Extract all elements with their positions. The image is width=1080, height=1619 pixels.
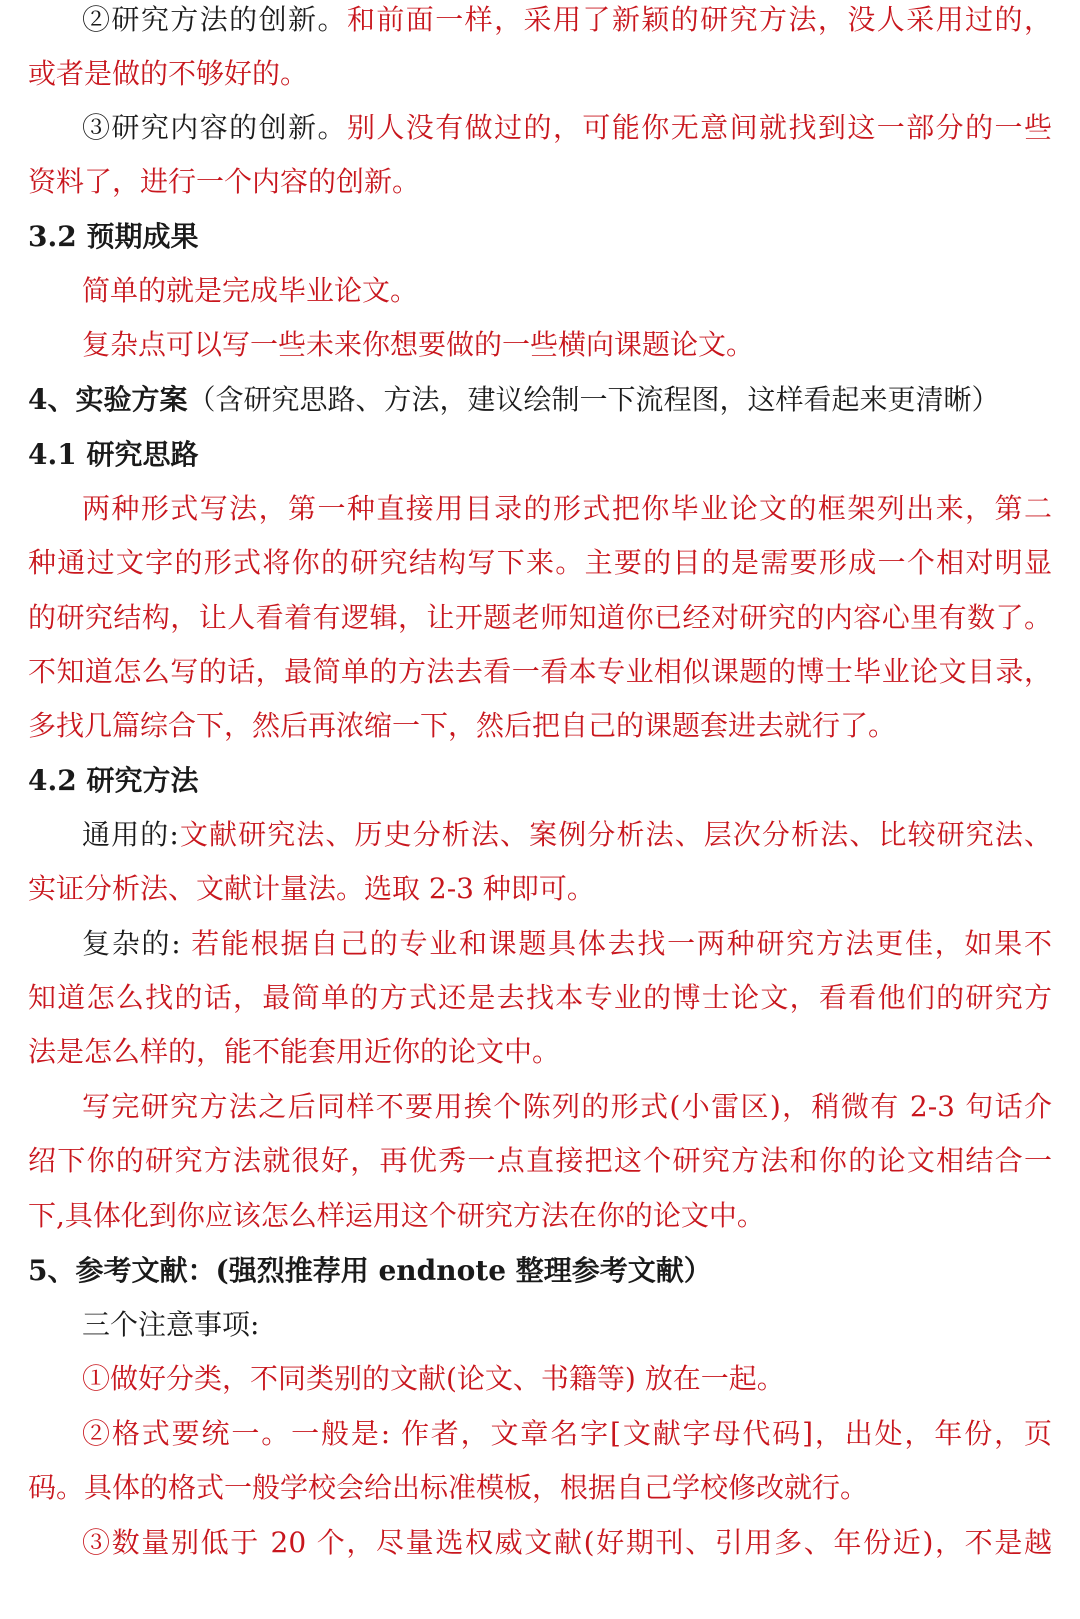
heading-5: 5、参考文献：(强烈推荐用 endnote 整理参考文献） <box>28 1254 712 1287</box>
paragraph-note-1: ①做好分类，不同类别的文献(论文、书籍等) 放在一起。 <box>82 1362 785 1395</box>
paragraph-after-methods: 绍下你的研究方法就很好，再优秀一点直接把这个研究方法和你的论文相结合一 <box>28 1144 1052 1177</box>
paragraph-complex-methods <box>82 924 1052 964</box>
paragraph-note-3: ③数量别低于 20 个，尽量选权威文献(好期刊、引用多、年份近)，不是越 <box>82 1526 1052 1559</box>
paragraph-research-ideas: 不知道怎么写的话，最简单的方法去看一看本专业相似课题的博士毕业论文目录， <box>28 655 1052 688</box>
paragraph-research-ideas: 种通过文字的形式将你的研究结构写下来。主要的目的是需要形成一个相对明显 <box>28 546 1052 579</box>
paragraph-text: 别人没有做过的，可能你无意间就找到这一部分的一些 <box>346 111 1052 144</box>
paragraph-notes-intro: 三个注意事项: <box>82 1308 260 1341</box>
paragraph-note-2: ②格式要统一。一般是: 作者，文章名字[文献字母代码]，出处，年份，页 <box>82 1417 1052 1450</box>
item-label: 复杂的: <box>82 927 192 960</box>
item-label: ③研究内容的创新。 <box>82 111 347 144</box>
paragraph-general-methods <box>82 815 1052 855</box>
paragraph-content-innovation <box>82 108 1052 148</box>
paragraph-text: 文献研究法、历史分析法、案例分析法、层次分析法、比较研究法、 <box>178 818 1052 851</box>
paragraph-text: 和前面一样，采用了新颖的研究方法，没人采用过的， <box>346 3 1052 36</box>
paragraph-after-methods: 写完研究方法之后同样不要用挨个陈列的形式(小雷区)，稍微有 2-3 句话介 <box>82 1090 1052 1123</box>
paragraph-text: 知道怎么找的话，最简单的方式还是去找本专业的博士论文，看看他们的研究方 <box>28 981 1052 1014</box>
paragraph-text: 或者是做的不够好的。 <box>28 57 309 90</box>
paragraph-method-innovation <box>82 0 1052 40</box>
heading-4 <box>28 380 1052 420</box>
paragraph-note-2: 码。具体的格式一般学校会给出标准模板，根据自己学校修改就行。 <box>28 1471 869 1504</box>
heading-4-note: （含研究思路、方法，建议绘制一下流程图，这样看起来更清晰） <box>187 383 1000 416</box>
heading-3-2: 3.2 预期成果 <box>28 220 199 253</box>
heading-4-2: 4.2 研究方法 <box>28 764 199 797</box>
heading-4-1: 4.1 研究思路 <box>28 438 199 471</box>
paragraph-results-simple: 简单的就是完成毕业论文。 <box>82 274 419 307</box>
paragraph-results-complex: 复杂点可以写一些未来你想要做的一些横向课题论文。 <box>82 328 755 361</box>
item-label: 通用的: <box>82 818 179 851</box>
paragraph-text: 实证分析法、文献计量法。选取 2-3 种即可。 <box>28 872 595 905</box>
item-label: ②研究方法的创新。 <box>82 3 347 36</box>
heading-4-title: 4、实验方案 <box>28 383 188 416</box>
paragraph-text: 资料了，进行一个内容的创新。 <box>28 165 421 198</box>
paragraph-research-ideas: 多找几篇综合下，然后再浓缩一下，然后把自己的课题套进去就行了。 <box>28 709 897 742</box>
paragraph-after-methods: 下,具体化到你应该怎么样运用这个研究方法在你的论文中。 <box>28 1199 765 1232</box>
paragraph-research-ideas: 两种形式写法，第一种直接用目录的形式把你毕业论文的框架列出来，第二 <box>82 492 1052 525</box>
paragraph-text: 法是怎么样的，能不能套用近你的论文中。 <box>28 1035 561 1068</box>
paragraph-text: 若能根据自己的专业和课题具体去找一两种研究方法更佳，如果不 <box>191 927 1052 960</box>
paragraph-research-ideas: 的研究结构，让人看着有逻辑，让开题老师知道你已经对研究的内容心里有数了。 <box>28 601 1052 634</box>
